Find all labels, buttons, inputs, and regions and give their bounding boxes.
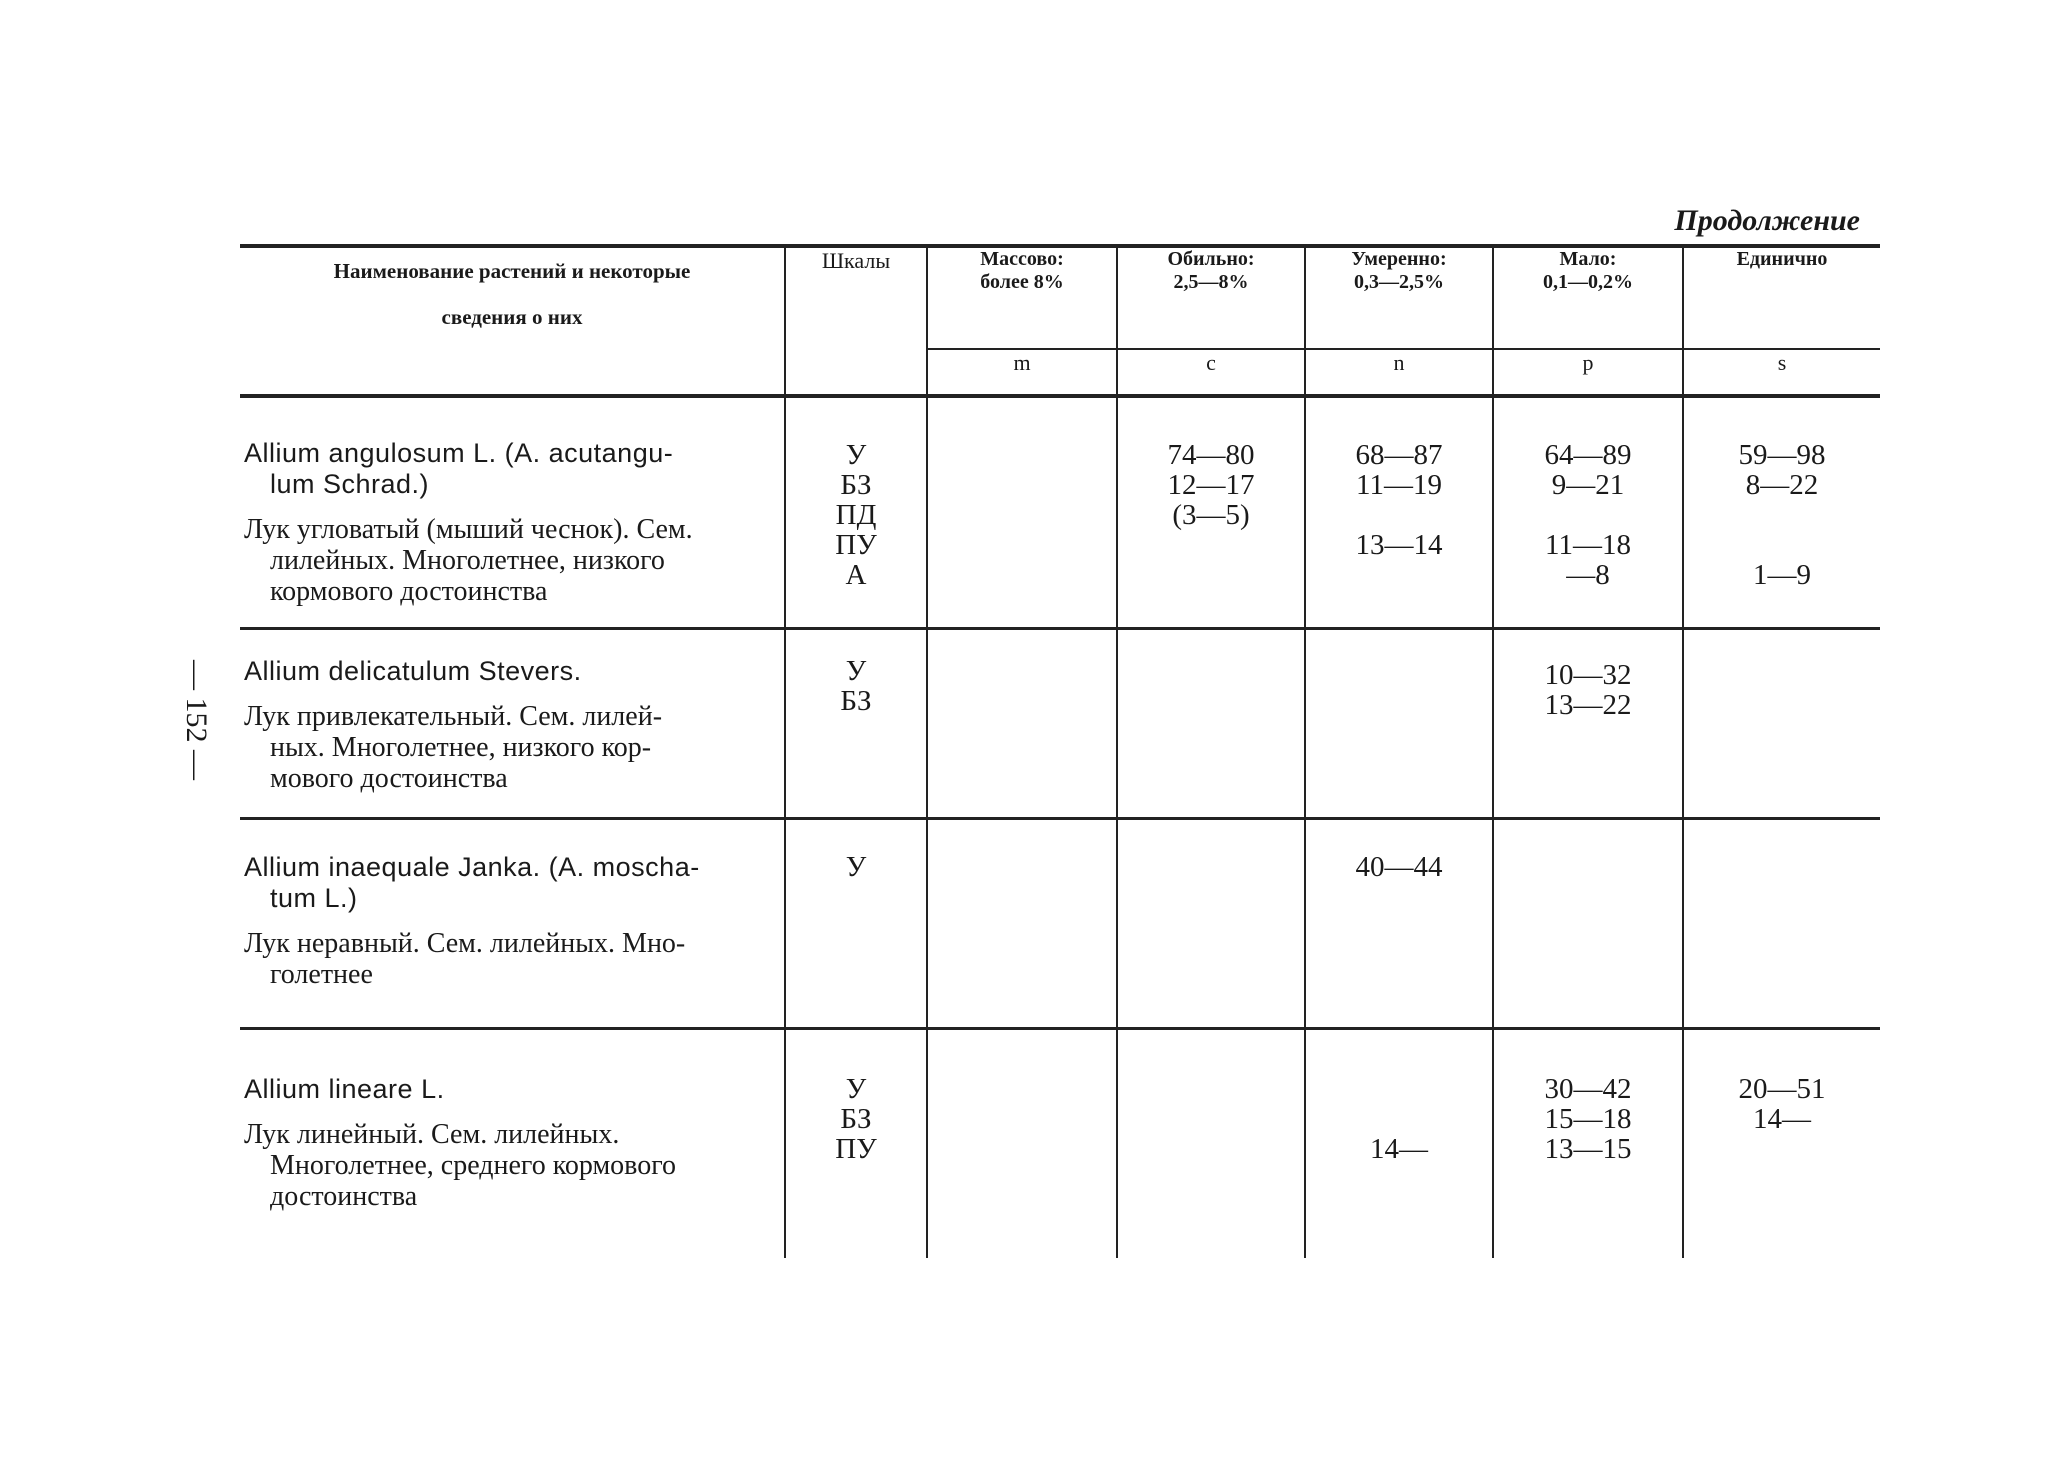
moder-cell: 14— — [1305, 1028, 1493, 1258]
moder-cell — [1305, 628, 1493, 818]
moder-cell: 40—44 — [1305, 818, 1493, 1028]
few-column-header: Мало: 0,1—0,2% — [1493, 246, 1683, 349]
single-code: s — [1683, 349, 1880, 394]
latin-name: Allium lineare L. — [244, 1073, 445, 1104]
scales-column-header: Шкалы — [785, 246, 927, 394]
moder-cell: 68—87 11—19 13—14 — [1305, 396, 1493, 628]
mass-cell — [927, 818, 1117, 1028]
mass-cell — [927, 628, 1117, 818]
scales-cell: У — [785, 818, 927, 1028]
few-cell: 64—89 9—21 11—18 —8 — [1493, 396, 1683, 628]
abund-cell — [1117, 1028, 1305, 1258]
russian-description: Лук угловатый (мыший чеснок). Сем. лилейных. Многолетнее, низкого кормового достоинства — [244, 514, 693, 607]
latin-name: Allium angulosum L. (A. acutangu- lum Schrad.) — [244, 438, 674, 499]
few-code: p — [1493, 349, 1683, 394]
continuation-label: Продолжение — [1674, 204, 1860, 237]
few-cell: 30—42 15—18 13—15 — [1493, 1028, 1683, 1258]
scales-cell: У БЗ ПД ПУ А — [785, 396, 927, 628]
mass-cell — [927, 396, 1117, 628]
abund-code: c — [1117, 349, 1305, 394]
name-column-header: Наименование растений и некоторые сведения о них — [240, 246, 785, 394]
abund-cell — [1117, 628, 1305, 818]
few-cell — [1493, 818, 1683, 1028]
mass-column-header: Массово: более 8% — [927, 246, 1117, 349]
abund-cell — [1117, 818, 1305, 1028]
table-row — [240, 628, 1880, 818]
mass-code: m — [927, 349, 1117, 394]
mass-cell — [927, 1028, 1117, 1258]
single-cell — [1683, 818, 1880, 1028]
abund-cell: 74—80 12—17 (3—5) — [1117, 396, 1305, 628]
table-row — [240, 1028, 1880, 1258]
table-row — [240, 818, 1880, 1028]
abund-column-header: Обильно: 2,5—8% — [1117, 246, 1305, 349]
page-number: — 152 — — [180, 660, 213, 780]
single-column-header: Единично — [1683, 246, 1880, 349]
russian-description: Лук неравный. Сем. лилейных. Мно- голетнее — [244, 927, 686, 990]
scales-cell: У БЗ ПУ — [785, 1028, 927, 1258]
single-cell: 59—98 8—22 1—9 — [1683, 396, 1880, 628]
moder-column-header: Умеренно: 0,3—2,5% — [1305, 246, 1493, 349]
table-row — [240, 396, 1880, 628]
russian-description: Лук линейный. Сем. лилейных. Многолетнее, среднего кормового достоинства — [244, 1118, 676, 1212]
moder-code: n — [1305, 349, 1493, 394]
single-cell — [1683, 628, 1880, 818]
scales-cell: У БЗ — [785, 628, 927, 818]
few-cell: 10—32 13—22 — [1493, 628, 1683, 818]
latin-name: Allium inaequale Janka. (A. moscha- tum L.) — [244, 851, 700, 913]
russian-description: Лук привлекательный. Сем. лилей- ных. Многолетнее, низкого кор- мового достоинства — [244, 700, 663, 794]
latin-name: Allium delicatulum Stevers. — [244, 655, 582, 686]
single-cell: 20—51 14— — [1683, 1028, 1880, 1258]
species-table — [240, 244, 1880, 1258]
